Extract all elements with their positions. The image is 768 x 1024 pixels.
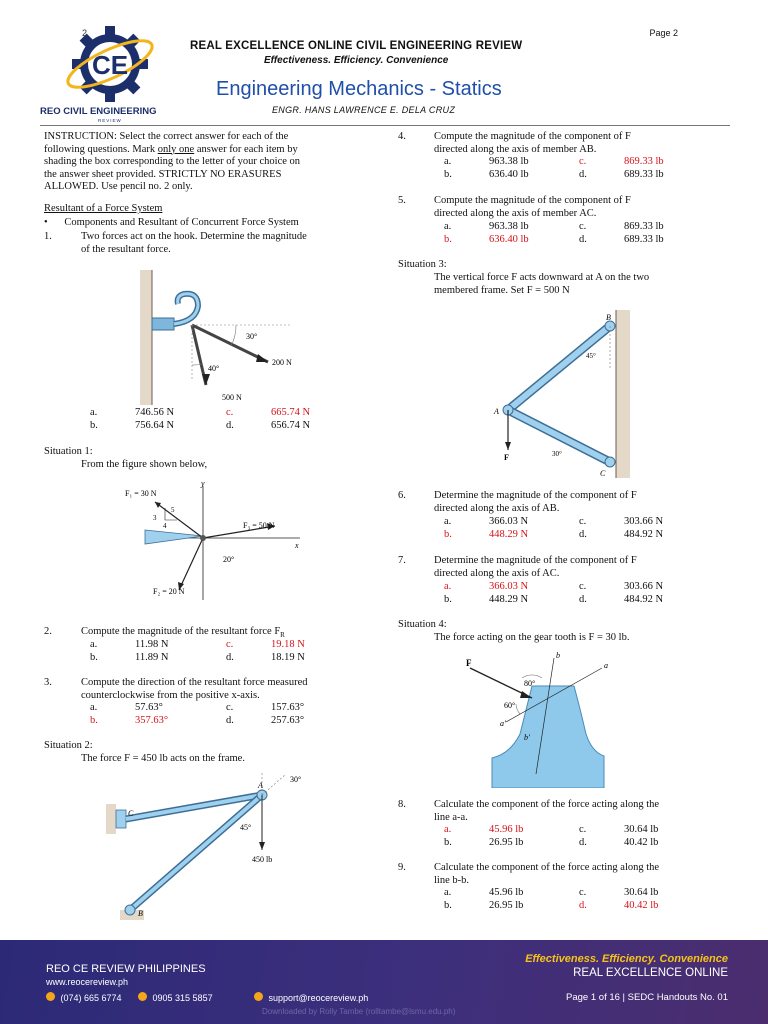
option-value: 756.64 N bbox=[135, 420, 175, 431]
question-number: 1. bbox=[44, 231, 52, 242]
option-value-answer: 357.63° bbox=[135, 715, 169, 726]
question-number: 7. bbox=[398, 555, 406, 566]
option-letter: a. bbox=[444, 516, 452, 527]
svg-text:2: 2 bbox=[82, 28, 88, 38]
option-letter: b. bbox=[444, 169, 452, 180]
option-letter: a. bbox=[444, 221, 452, 232]
svg-text:200 N: 200 N bbox=[272, 358, 292, 367]
force-diagram-figure bbox=[115, 478, 305, 603]
svg-text:a: a bbox=[604, 661, 608, 670]
svg-text:F: F bbox=[466, 658, 472, 668]
situation-text: From the figure shown below, bbox=[81, 459, 208, 470]
section-title: Resultant of a Force System bbox=[44, 203, 163, 214]
svg-text:A: A bbox=[258, 781, 263, 790]
option-letter: b. bbox=[444, 837, 452, 848]
brand-sub: REVIEW bbox=[98, 118, 122, 123]
svg-text:b: b bbox=[556, 651, 560, 660]
svg-text:500 N: 500 N bbox=[222, 393, 242, 402]
option-value: 963.38 lb bbox=[489, 221, 529, 232]
option-letter-answer: a. bbox=[444, 824, 452, 835]
question-text: Compute the magnitude of the component of F directed along the axis of member AC. bbox=[434, 195, 631, 219]
option-value: 303.66 N bbox=[624, 516, 664, 527]
question-number: 6. bbox=[398, 490, 406, 501]
svg-text:5: 5 bbox=[171, 506, 175, 514]
question-text: Calculate the component of the force acting along the line b-b. bbox=[434, 862, 660, 886]
question-number: 3. bbox=[44, 677, 52, 688]
option-letter: d. bbox=[226, 715, 234, 726]
question-number: 2. bbox=[44, 626, 52, 637]
option-letter-answer: b. bbox=[444, 529, 452, 540]
option-letter: d. bbox=[579, 234, 587, 245]
header-tagline: Effectiveness. Efficiency. Convenience bbox=[264, 55, 449, 66]
svg-text:C: C bbox=[600, 469, 606, 478]
svg-text:4: 4 bbox=[163, 522, 167, 530]
footer-company: REO CE REVIEW PHILIPPINES bbox=[46, 963, 206, 975]
svg-text:30°: 30° bbox=[246, 332, 258, 341]
question-text: Determine the magnitude of the component of F directed along the axis of AB. bbox=[434, 490, 637, 514]
mobile-icon bbox=[138, 992, 147, 1001]
footer-tagline: Effectiveness. Efficiency. Convenience bbox=[525, 953, 728, 965]
page-label: Page 2 bbox=[649, 28, 678, 38]
option-value: 689.33 lb bbox=[624, 234, 664, 245]
option-letter-answer: d. bbox=[579, 900, 587, 911]
svg-text:40°: 40° bbox=[208, 364, 220, 373]
logo bbox=[62, 24, 162, 106]
option-value: 30.64 lb bbox=[624, 887, 659, 898]
svg-text:30°: 30° bbox=[290, 775, 302, 784]
option-value: 18.19 N bbox=[271, 652, 305, 663]
option-value-answer: 448.29 N bbox=[489, 529, 529, 540]
option-value: 689.33 lb bbox=[624, 169, 664, 180]
svg-text:30°: 30° bbox=[552, 450, 562, 458]
question-text: Compute the magnitude of the resultant force $F_R$ bbox=[81, 626, 285, 640]
question-text: Determine the magnitude of the component of F directed along the axis of AC. bbox=[434, 555, 637, 579]
svg-text:b': b' bbox=[524, 733, 530, 742]
option-letter: b. bbox=[90, 652, 98, 663]
svg-text:C: C bbox=[128, 809, 134, 818]
svg-text:80°: 80° bbox=[524, 679, 536, 688]
question-number: 9. bbox=[398, 862, 406, 873]
svg-text:3: 3 bbox=[153, 514, 157, 522]
question-number: 5. bbox=[398, 195, 406, 206]
option-letter: a. bbox=[90, 639, 98, 650]
svg-text:CE: CE bbox=[91, 50, 129, 80]
option-letter: b. bbox=[444, 900, 452, 911]
question-text: Compute the magnitude of the component of F directed along the axis of member AB. bbox=[434, 131, 631, 155]
situation-text: The force F = 450 lb acts on the frame. bbox=[81, 753, 245, 764]
question-text: Compute the direction of the resultant force measured counterclockwise from the positive x-axis. bbox=[81, 677, 308, 701]
question-number: 8. bbox=[398, 799, 406, 810]
instruction-line: shading the box corresponding to the letter of your choice on bbox=[44, 156, 301, 167]
author-name: ENGR. HANS LAWRENCE E. DELA CRUZ bbox=[272, 105, 456, 115]
frame-figure bbox=[100, 770, 320, 925]
svg-text:45°: 45° bbox=[586, 352, 596, 360]
option-letter: b. bbox=[444, 594, 452, 605]
svg-text:F₁ = 30 N: F₁ = 30 N bbox=[125, 489, 157, 498]
option-value-answer: 19.18 N bbox=[271, 639, 305, 650]
gear-tooth-figure bbox=[462, 648, 632, 788]
instruction-line: INSTRUCTION: Select the correct answer for each of the bbox=[44, 131, 289, 142]
svg-text:F: F bbox=[504, 453, 509, 462]
option-value: 366.03 N bbox=[489, 516, 529, 527]
option-value: 45.96 lb bbox=[489, 887, 524, 898]
option-value-answer: 869.33 lb bbox=[624, 156, 664, 167]
section-bullet: • Components and Resultant of Concurrent Force System bbox=[44, 217, 299, 228]
svg-text:B: B bbox=[138, 909, 143, 918]
option-value: 448.29 N bbox=[489, 594, 529, 605]
option-letter: d. bbox=[579, 529, 587, 540]
option-value: 257.63° bbox=[271, 715, 305, 726]
svg-text:F₂ = 20 N: F₂ = 20 N bbox=[153, 587, 185, 596]
option-value: 869.33 lb bbox=[624, 221, 664, 232]
svg-text:A: A bbox=[494, 407, 499, 416]
svg-text:60°: 60° bbox=[504, 701, 516, 710]
question-text: Two forces act on the hook. Determine the magnitude of the resultant force. bbox=[81, 231, 307, 255]
option-letter: a. bbox=[90, 407, 98, 418]
option-value: 303.66 N bbox=[624, 581, 664, 592]
option-value-answer: 636.40 lb bbox=[489, 234, 529, 245]
svg-text:x: x bbox=[295, 541, 299, 550]
svg-text:45°: 45° bbox=[240, 823, 252, 832]
svg-text:20°: 20° bbox=[223, 555, 235, 564]
option-letter: a. bbox=[444, 887, 452, 898]
footer-phone: (074) 665 6774 bbox=[46, 992, 122, 1003]
option-letter: b. bbox=[90, 420, 98, 431]
option-value: 26.95 lb bbox=[489, 837, 524, 848]
svg-text:y: y bbox=[201, 479, 205, 488]
option-letter: c. bbox=[579, 516, 587, 527]
svg-text:a': a' bbox=[500, 719, 506, 728]
option-letter-answer: b. bbox=[90, 715, 98, 726]
option-letter: c. bbox=[579, 221, 587, 232]
instruction-line: ALLOWED. Use pencil no. 2 only. bbox=[44, 181, 193, 192]
option-value-answer: 665.74 N bbox=[271, 407, 311, 418]
option-value: 11.98 N bbox=[135, 639, 169, 650]
option-letter: a. bbox=[444, 156, 452, 167]
footer-website-link[interactable]: www.reocereview.ph bbox=[46, 977, 129, 987]
situation-title: Situation 4: bbox=[398, 619, 447, 630]
option-value-answer: 40.42 lb bbox=[624, 900, 659, 911]
option-value: 11.89 N bbox=[135, 652, 169, 663]
situation-title: Situation 2: bbox=[44, 740, 93, 751]
option-letter: d. bbox=[226, 652, 234, 663]
svg-text:F₃ = 50 N: F₃ = 50 N bbox=[243, 521, 275, 530]
situation-title: Situation 1: bbox=[44, 446, 93, 457]
option-letter-answer: c. bbox=[226, 639, 234, 650]
footer-mobile: 0905 315 5857 bbox=[138, 992, 213, 1003]
option-letter: c. bbox=[226, 702, 234, 713]
bullet-icon: • bbox=[44, 217, 48, 228]
option-value-answer: 366.03 N bbox=[489, 581, 529, 592]
footer-email-link[interactable]: support@reocereview.ph bbox=[254, 992, 368, 1003]
svg-text:B: B bbox=[606, 313, 611, 322]
footer-page-info: Page 1 of 16 | SEDC Handouts No. 01 bbox=[566, 992, 728, 1003]
option-letter: d. bbox=[579, 169, 587, 180]
option-value: 57.63° bbox=[135, 702, 163, 713]
option-letter: c. bbox=[579, 581, 587, 592]
instruction-block bbox=[44, 131, 370, 194]
option-value: 963.38 lb bbox=[489, 156, 529, 167]
situation-text: The force acting on the gear tooth is F = 30 lb. bbox=[434, 632, 630, 643]
option-value: 656.74 N bbox=[271, 420, 311, 431]
instruction-line: following questions. Mark only one answer for each item by bbox=[44, 143, 298, 155]
email-icon bbox=[254, 992, 263, 1001]
svg-text:450 lb: 450 lb bbox=[252, 855, 273, 864]
option-letter-answer: a. bbox=[444, 581, 452, 592]
truss-figure bbox=[478, 310, 638, 480]
download-watermark: Downloaded by Rolly Tambe (rolltambe@lsmu.edu.ph) bbox=[262, 1007, 456, 1016]
option-value: 484.92 N bbox=[624, 529, 664, 540]
option-value-answer: 45.96 lb bbox=[489, 824, 524, 835]
brand-name: REO CIVIL ENGINEERING bbox=[40, 106, 157, 117]
hook-figure bbox=[140, 270, 310, 405]
option-value: 26.95 lb bbox=[489, 900, 524, 911]
question-text: Calculate the component of the force acting along the line a-a. bbox=[434, 799, 660, 823]
question-number: 4. bbox=[398, 131, 406, 142]
org-title: REAL EXCELLENCE ONLINE CIVIL ENGINEERING REVIEW bbox=[190, 40, 523, 52]
option-value: 484.92 N bbox=[624, 594, 664, 605]
option-letter-answer: c. bbox=[579, 156, 587, 167]
option-letter: c. bbox=[579, 824, 587, 835]
option-value: 157.63° bbox=[271, 702, 305, 713]
option-value: 40.42 lb bbox=[624, 837, 659, 848]
header-divider bbox=[40, 125, 730, 126]
phone-icon bbox=[46, 992, 55, 1001]
option-value: 636.40 lb bbox=[489, 169, 529, 180]
option-letter: d. bbox=[579, 594, 587, 605]
option-letter-answer: c. bbox=[226, 407, 234, 418]
option-value: 746.56 N bbox=[135, 407, 175, 418]
option-letter: c. bbox=[579, 887, 587, 898]
option-letter: d. bbox=[226, 420, 234, 431]
footer bbox=[0, 940, 768, 1024]
option-letter: d. bbox=[579, 837, 587, 848]
situation-text: The vertical force F acts downward at A on the two membered frame. Set F = 500 N bbox=[434, 272, 650, 296]
footer-online: REAL EXCELLENCE ONLINE bbox=[573, 967, 728, 979]
option-letter: a. bbox=[90, 702, 98, 713]
subject-title: Engineering Mechanics - Statics bbox=[216, 78, 502, 100]
situation-title: Situation 3: bbox=[398, 259, 447, 270]
option-letter-answer: b. bbox=[444, 234, 452, 245]
gear-logo-icon bbox=[62, 24, 162, 106]
option-value: 30.64 lb bbox=[624, 824, 659, 835]
instruction-line: the answer sheet provided. STRICTLY NO ERASURES bbox=[44, 168, 282, 180]
